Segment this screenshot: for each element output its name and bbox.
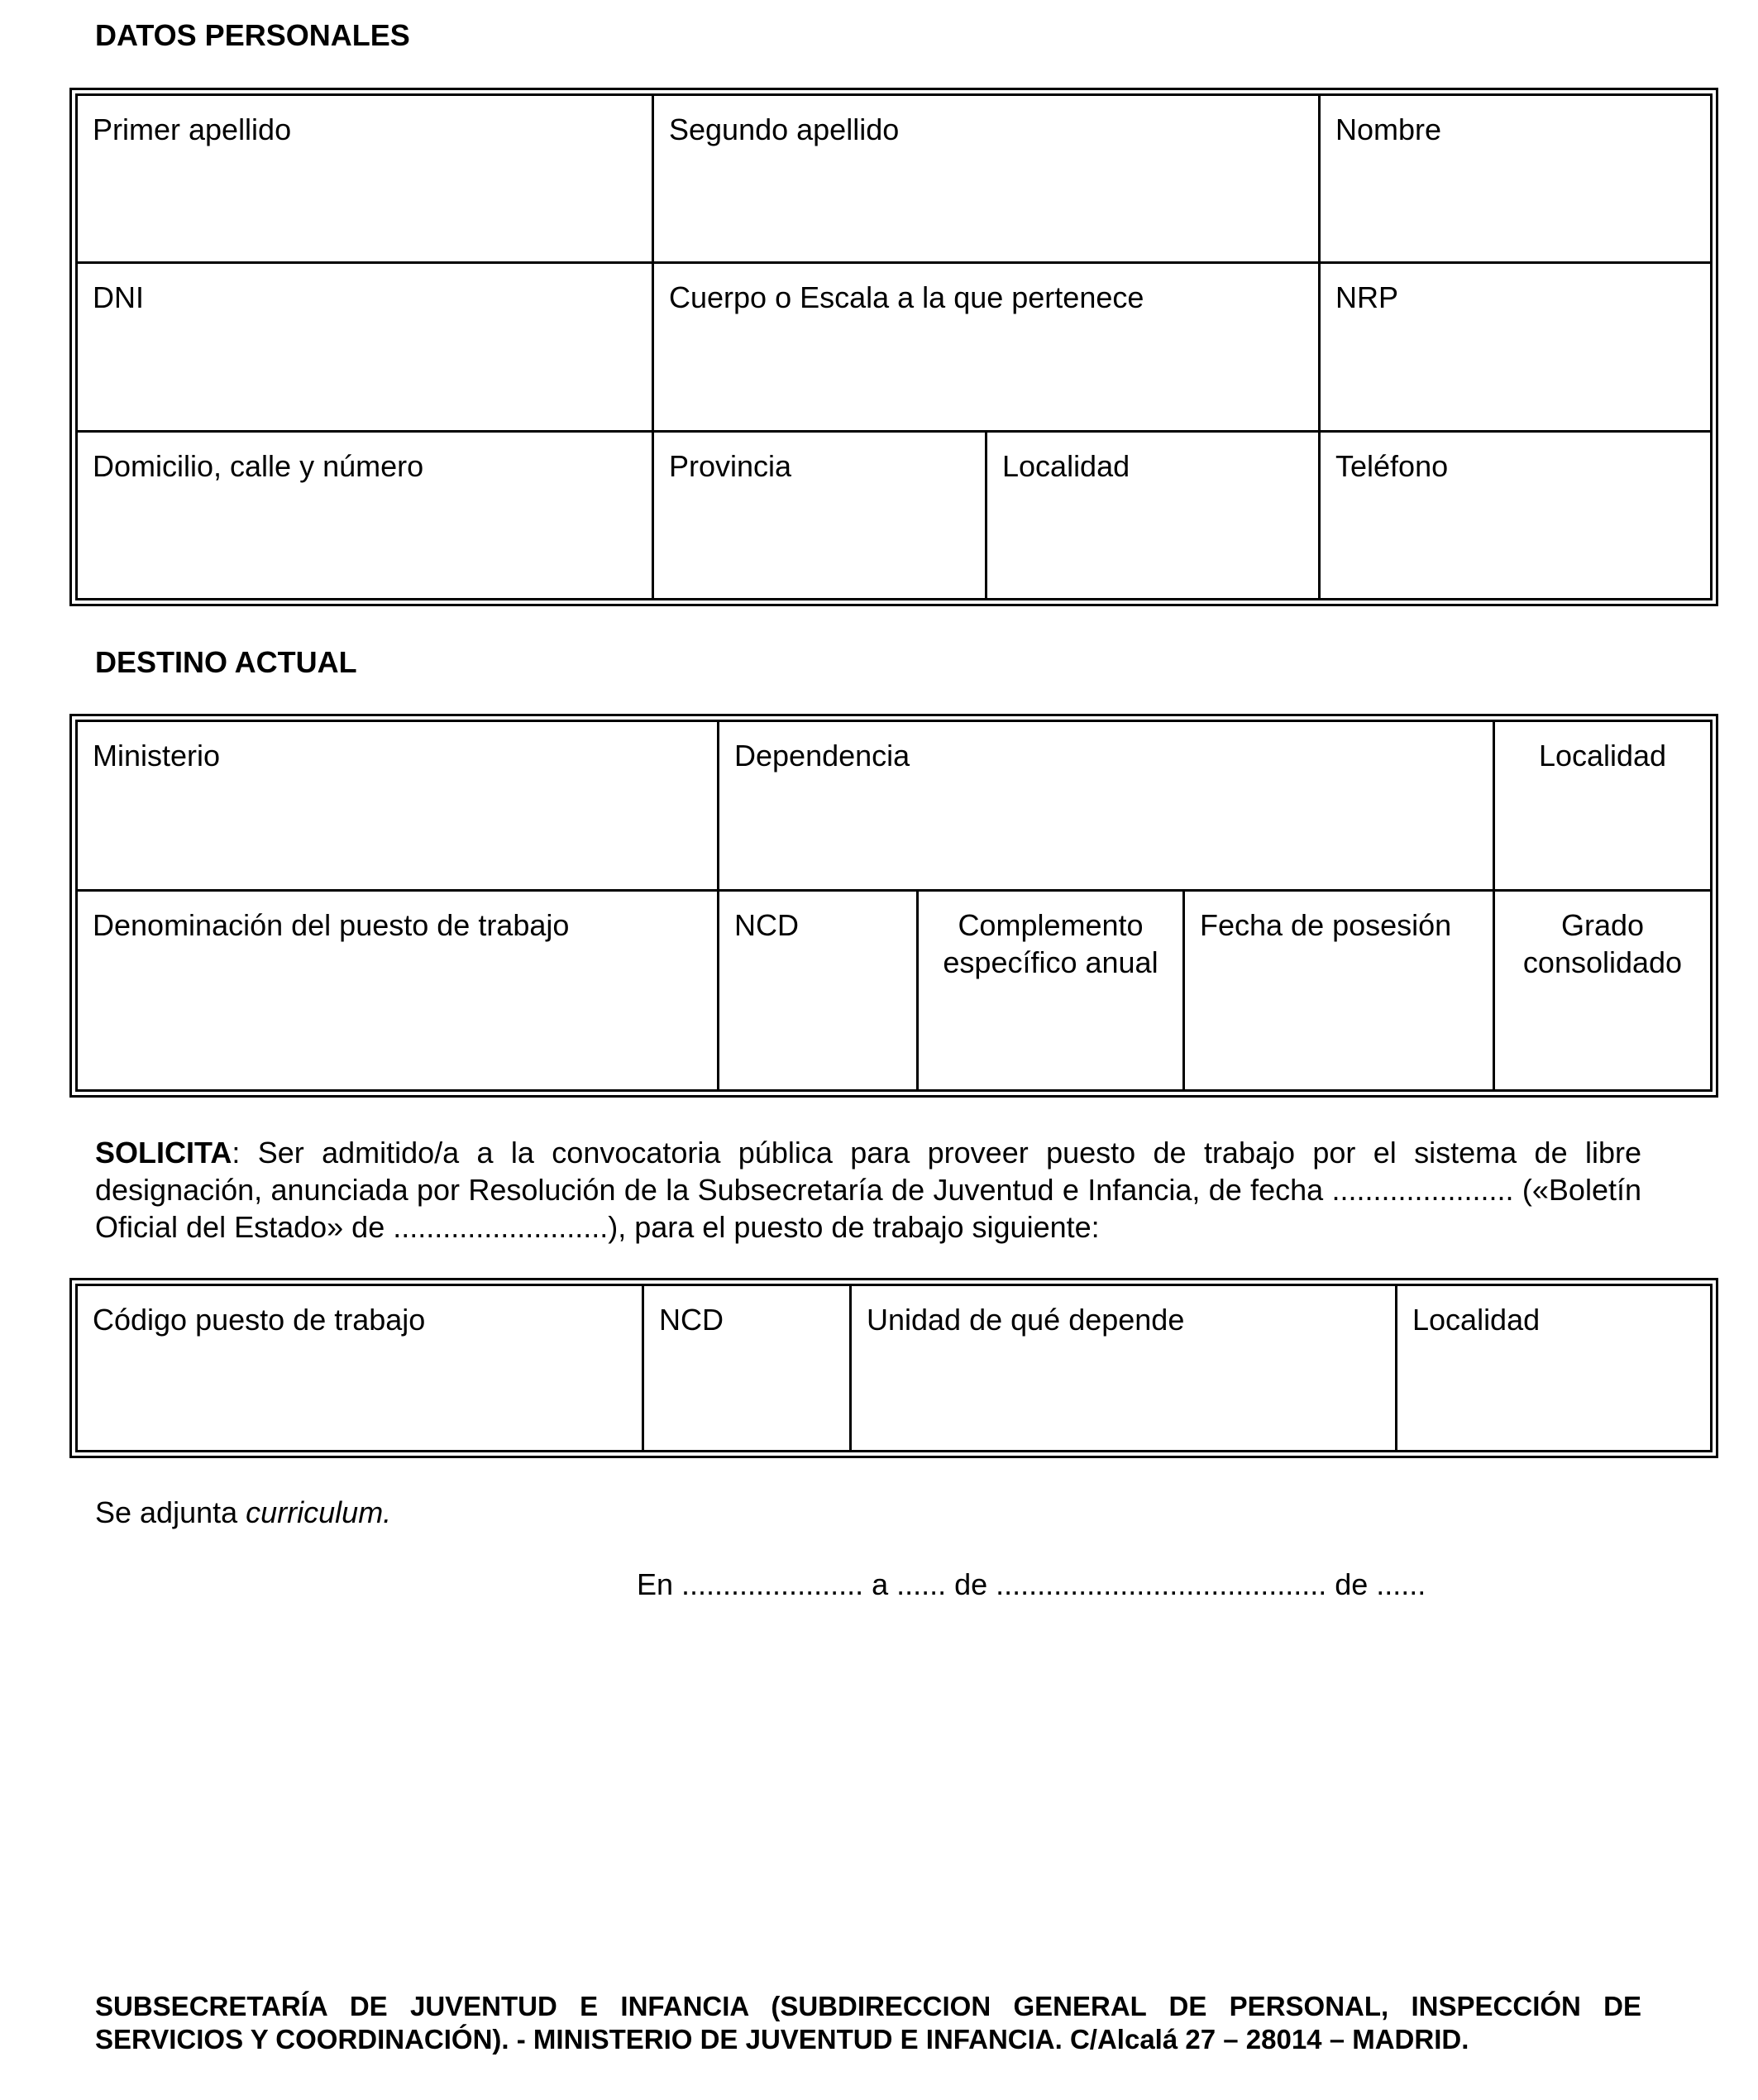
solicita-label: SOLICITA	[95, 1136, 232, 1170]
field-grado-consolidado[interactable]	[1494, 891, 1712, 1091]
label-primer-apellido: Primer apellido	[93, 112, 292, 146]
field-localidad[interactable]	[986, 431, 1320, 599]
footer-address: SUBSECRETARÍA DE JUVENTUD E INFANCIA (SUBDIRECCION GENERAL DE PERSONAL, INSPECCIÓN DE SERVICIOS Y COORDINACIÓN). - MINISTERIO DE JUVENTUD E INFANCIA. C/Alcalá 27 – 28014 – MADRID.	[95, 1991, 1641, 2055]
label-ncd-puesto: NCD	[659, 1303, 724, 1337]
field-fecha-posesion[interactable]	[1184, 891, 1494, 1091]
label-segundo-apellido: Segundo apellido	[669, 112, 900, 146]
section-heading-datos-personales: DATOS PERSONALES	[95, 18, 410, 52]
field-primer-apellido[interactable]	[77, 95, 653, 263]
field-nrp[interactable]	[1320, 263, 1712, 431]
field-cuerpo-escala[interactable]	[653, 263, 1320, 431]
solicita-paragraph	[95, 1134, 1641, 1246]
field-codigo-puesto[interactable]	[77, 1285, 643, 1452]
label-nrp: NRP	[1335, 280, 1399, 315]
field-unidad-depende[interactable]	[851, 1285, 1397, 1452]
label-domicilio: Domicilio, calle y número	[93, 448, 424, 483]
field-localidad-puesto[interactable]	[1397, 1285, 1712, 1452]
field-ncd-puesto[interactable]	[643, 1285, 851, 1452]
field-provincia[interactable]	[653, 431, 986, 599]
label-grado-consolidado: Grado consolidado	[1522, 908, 1683, 979]
adjunta-curriculum	[95, 1494, 391, 1531]
field-denominacion-puesto[interactable]	[77, 891, 719, 1091]
field-telefono[interactable]	[1320, 431, 1712, 599]
puesto-solicitado-table	[69, 1278, 1718, 1458]
label-localidad-puesto: Localidad	[1412, 1303, 1541, 1337]
field-nombre[interactable]	[1320, 95, 1712, 263]
label-cuerpo-escala: Cuerpo o Escala a la que pertenece	[669, 280, 1144, 315]
label-dni: DNI	[93, 280, 144, 315]
field-segundo-apellido[interactable]	[653, 95, 1320, 263]
label-localidad: Localidad	[1002, 448, 1130, 483]
label-denominacion-puesto: Denominación del puesto de trabajo	[93, 908, 570, 942]
lugar-fecha-line[interactable]: En ...................... a ...... de ........................................ de ......	[637, 1567, 1426, 1601]
adjunta-prefix: Se adjunta	[95, 1495, 246, 1529]
label-unidad-depende: Unidad de qué depende	[867, 1303, 1185, 1337]
field-dependencia[interactable]	[719, 721, 1494, 891]
field-ministerio[interactable]	[77, 721, 719, 891]
label-localidad-destino: Localidad	[1538, 739, 1667, 773]
field-localidad-destino[interactable]	[1494, 721, 1712, 891]
label-telefono: Teléfono	[1335, 448, 1449, 483]
label-codigo-puesto: Código puesto de trabajo	[93, 1303, 426, 1337]
label-provincia: Provincia	[669, 448, 792, 483]
label-nombre: Nombre	[1335, 112, 1442, 146]
field-dni[interactable]	[77, 263, 653, 431]
destino-actual-table	[69, 714, 1718, 1098]
label-complemento-especifico: Complemento específico anual	[943, 908, 1158, 979]
field-complemento-especifico[interactable]	[918, 891, 1184, 1091]
label-fecha-posesion: Fecha de posesión	[1200, 908, 1452, 942]
field-ncd-destino[interactable]	[719, 891, 918, 1091]
section-heading-destino-actual: DESTINO ACTUAL	[95, 645, 357, 679]
field-domicilio[interactable]	[77, 431, 653, 599]
label-dependencia: Dependencia	[734, 739, 910, 773]
datos-personales-table	[69, 88, 1718, 606]
adjunta-curriculum-word: curriculum.	[246, 1495, 392, 1529]
solicita-text: : Ser admitido/a a la convocatoria pública para proveer puesto de trabajo por el sistema de libre designación, anunciada por Resolución de la Subsecretaría de Juventud e Infancia, de fecha ...................... («Boletín Oficial del Estado» de ..........................), para el puesto de trabajo siguiente:	[95, 1136, 1641, 1244]
label-ncd-destino: NCD	[734, 908, 799, 942]
label-ministerio: Ministerio	[93, 739, 221, 773]
